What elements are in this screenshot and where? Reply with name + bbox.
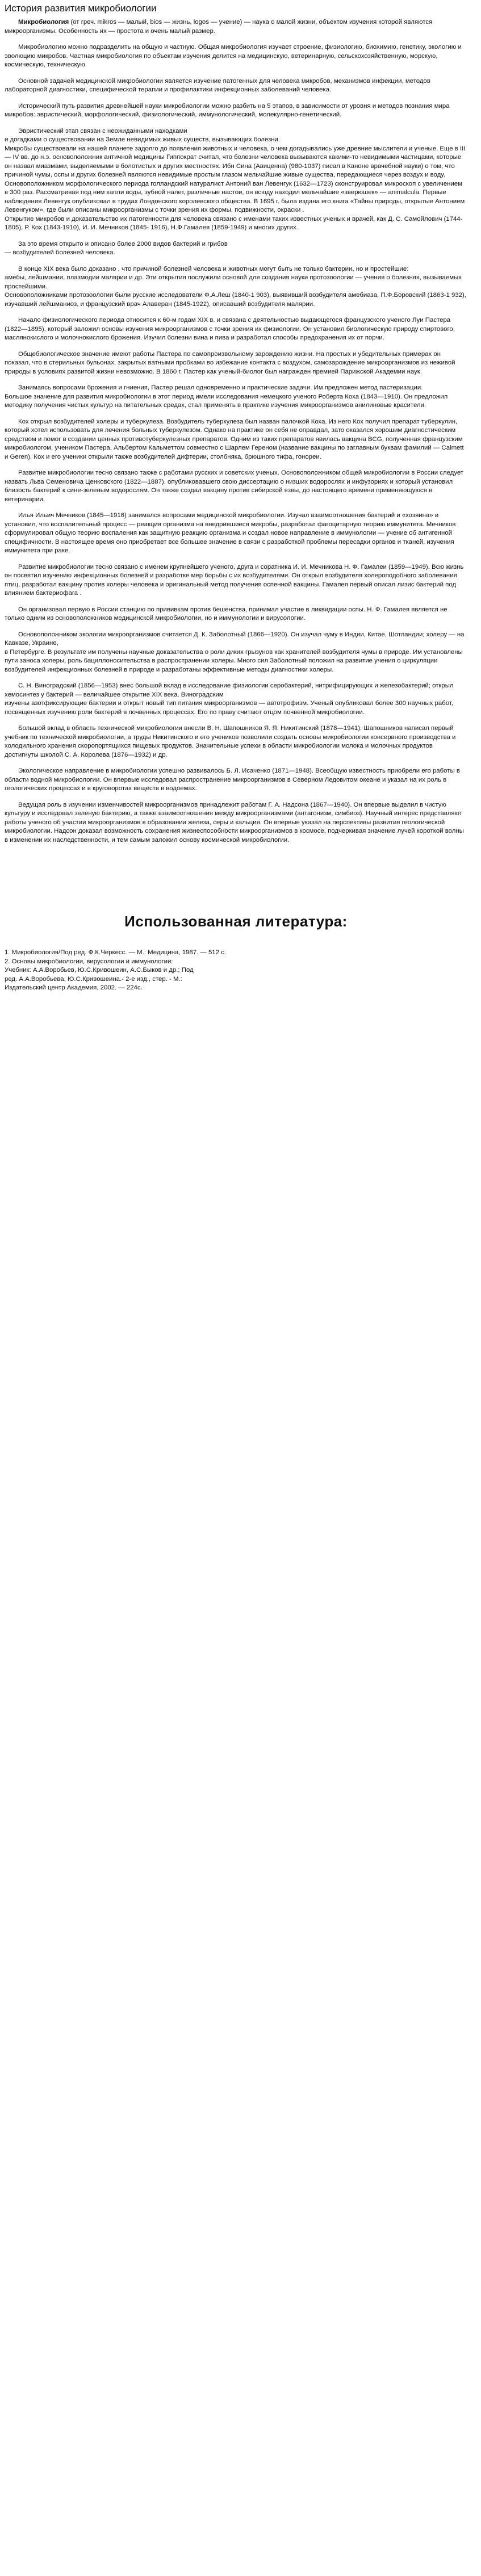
- paragraph: [5, 265, 467, 309]
- paragraph: [5, 384, 467, 410]
- paragraph-line: С. Н. Виноградский (1856—1953) внес большой вклад в исследование физиологии серобактерий, нитрифицирующих и железобактерий; открыл хемосинтез у бактерий — величайшее открытие XIX века. Виноградским: [5, 682, 454, 698]
- paragraph-line: Основоположником экологии микроорганизмов считается Д. К. Заболотный (1866—1920). Он изучал чуму в Индии, Китае, Шотландии; холеру — на Кавказе, Украине,: [5, 631, 465, 647]
- literature-item: 1. Микробиология/Под ред. Ф.К.Черкесс. — М.: Медицина, 1987. — 512 с.: [5, 949, 226, 956]
- paragraph-line: Микробы существовали на нашей планете задолго до появления животных и человека, о чем догадывались уже древние мыслители и ученые. Еще в III — IV вв. до н.э. основоположник античной медицины Гиппократ считал, что болезни человека вызываются какими-то невидимыми частицами, которые он назвал миазмами, выделяемыми в болотистых и других местностях. Ибн Сина (Авиценна) (980-1037) писал в Каноне врачебной науки) о том, что причиной чумы, оспы и других болезней являются невидимые простым глазом мельчайшие живые существа, передающиеся через воздух и воду.: [5, 145, 466, 178]
- paragraph: [5, 511, 467, 556]
- paragraph: [5, 77, 467, 95]
- page-title: История развития микробиологии: [5, 3, 157, 14]
- paragraph: [5, 631, 467, 675]
- paragraph-line: Открытие микробов и доказательство их патогенности для человека связано с именами таких известных ученых и врачей, как Д. С. Самойлович (1744-1805), Р. Кох (1843-1910), И. И. Мечников (1845- 1916), Н.Ф.Гамалея (1859-1949) и многих других.: [5, 215, 463, 231]
- paragraph-line: Общебиологическое значение имеют работы Пастера по самопроизвольному зарождению жизни. На простых и убедительных примерах он показал, что в стерильных бульонах, закрытых ватными пробками во избежание контакта с воздухом, самозарождение микроорганизмов из неживой природы в условиях развитой жизни невозможно. В 1860 г. Пастер как ученый-биолог был награжден премией Парижской Академии наук.: [5, 350, 455, 375]
- paragraph: [5, 102, 467, 120]
- paragraph: [5, 682, 467, 717]
- intro-term: Микробиология: [18, 19, 69, 26]
- paragraph-line: Кох открыл возбудителей холеры и туберкулеза. Возбудитель туберкулеза был назван палочкой Коха. Из него Кох получил препарат туберкулин, который хотел использовать для лечения больных туберкулезом. Однако на практике он себя не оправдал, зато оказался хорошим диагностическим средством и помог в создании ценных противотуберкулезных препаратов. Одним из таких препаратов явилась вакцина BCG, полученная французским микробиологом, учеником Пастера, Альбертом Кальметтом совместно с Шарлем Гереном (название вакцины по заглавным буквам фамилий — Calmett и Geren). Кох и его ученики открыли также возбудителей дифтерии, столбняка, брюшного тифа, гонореи.: [5, 418, 464, 460]
- paragraph: [5, 418, 467, 462]
- paragraph-line: Основоположниками протозоологии были русские исследователи Ф.А.Леш (1840-1 903), выявивший возбудителя амебиаза, П.Ф.Боровский (1863-1 932), изучавший лейшманиоз, и французский врач Алаверан (1845-1922), описавший возбудителя малярии.: [5, 292, 466, 308]
- paragraph: [5, 767, 467, 794]
- paragraph-line: Илья Ильич Мечников (1845—1916) занимался вопросами медицинской микробиологии. Изучал взаимоотношения бактерий и «хозяина» и установил, что воспалительный процесс — реакция организма на внедрившиеся микробы, разработал фагоцитарную теорию иммунитета. Мечников сформулировал общую теорию воспаления как защитную реакцию организма и создал новое направление в иммунологии — учение об антигенной специфичности. В настоящее время оно приобретает все большее значение в связи с разработкой проблемы пересадки органов и тканей, изучения иммунитета при раке.: [5, 512, 456, 554]
- paragraph-line: Развитие микробиологии тесно связано с именем крупнейшего ученого, друга и соратника И. И. Мечникова Н. Ф. Гамалеи (1859—1949). Всю жизнь он посвятил изучению инфекционных болезней и разработке мер борьбы с их возбудителями. Он открыл возбудителя холероподобного заболевания птиц, разработал вакцину против холеры человека и оригинальный метод получения оспенной вакцины. Гамалея первый описал лизис бактерий под влиянием бактериофага .: [5, 563, 464, 597]
- literature-list: [5, 949, 467, 993]
- paragraph-line: Занимаясь вопросами брожения и гниения, Пастер решал одновременно и практические задачи. Им предложен метод пастеризации.: [18, 384, 423, 391]
- paragraph-line: и догадками о существовании на Земле невидимых живых существ, вызывающих болезни.: [5, 136, 281, 143]
- paragraph: [5, 469, 467, 504]
- paragraph: [5, 316, 467, 343]
- literature-item: Учебник: А.А.Воробьев, Ю.С.Кривошеин, А.С.Быков и др.; Под: [5, 967, 194, 974]
- paragraph: [5, 240, 467, 258]
- paragraph-line: изучены азотфиксирующие бактерии и открыт новый тип питания микроорганизмов — автотрофизм. Ученый опубликовал более 300 научных работ, посвященных изучению роли бактерий в почвенных процессах. Его по праву считают отцом почвенной микробиологии.: [5, 700, 453, 716]
- paragraph-line: Экологическое направление в микробиологии успешно развивалось Б. Л. Исаченко (1871—1948). Всеобщую известность приобрели его работы в области водной микробиологии. Он впервые исследовал распространение микроорганизмов в Северном Ледовитом океане и указал на их роль в геологических процессах и в круговоротах веществ в водоемах.: [5, 767, 460, 792]
- paragraph: [5, 606, 467, 623]
- paragraph-line: Основоположником морфологического периода голландский натуралист Антоний ван Левенгук (1632—1723) сконструировал микроскоп с увеличением в 300 раз. Рассматривая под ним капли воды, зубной налет, различные настои, он всюду находил мельчайшие «зверюшек» — animalcula. Первые наблюдения Левенгук опубликовал в трудах Лондонского королевского общества. В 1695 г. была издана его книга «Тайны природы, открытые Антонием Левенгуком», где были описаны микроорганизмы с точки зрения их формы, подвижности, окраски .: [5, 180, 465, 213]
- paragraph-line: Ведущая роль в изучении изменчивостей микроорганизмов принадлежит работам Г. А. Надсона (1867—1940). Он впервые выделил в чистую культуру и исследовал зеленую бактерию, а также взаимоотношения между микроорганизмами (антагонизм, симбиоз). Научный интерес представляют работы ученого об участии микроорганизмов в образовании железа, серы и кальция. Он впервые указал на перспективы развития геологической микробиологии. Надсон доказал возможность сохранения жизнеспособности микроорганизмов в космосе, подчеркивая значение лучей короткой волны в изменении их наследственности, и тем самым заложил основу космической микробиологии.: [5, 801, 464, 844]
- literature-heading: Использованная литература:: [124, 913, 348, 930]
- paragraph: [5, 801, 467, 845]
- paragraph-line: Микробиологию можно подразделить на общую и частную. Общая микробиология изучает строение, физиологию, биохимию, генетику, экологию и эволюцию микробов. Частная микробиология по объектам изучения делится на медицинскую, ветеринарную, сельскохозяйственную, морскую, космическую, техническую.: [5, 44, 462, 68]
- paragraph-line: — возбудителей болезней человека.: [5, 249, 115, 256]
- paragraph-line: Основной задачей медицинской микробиологии является изучение патогенных для человека микробов, механизмов инфекции, методов лабораторной диагностики, специфической терапии и профилактики инфекционных заболеваний человека.: [5, 77, 430, 93]
- paragraph-line: Исторический путь развития древнейшей науки микробиологии можно разбить на 5 этапов, в зависимости от уровня и методов познания мира микробов: эвристический, морфологический, физиологический, иммунологический, молекулярно-генетический.: [5, 102, 450, 118]
- paragraph: [5, 43, 467, 70]
- paragraph: [5, 350, 467, 377]
- literature-item: ред. А.А.Воробьева, Ю.С.Кривошеина.- 2-е изд., стер. - М.:: [5, 975, 182, 983]
- paragraph-line: в Петербурге. В результате им получены научные доказательства о роли диких грызунов как хранителей возбудителя чумы в природе. Им установлены пути заноса холеры, роль бациллоносительства в распространении холеры. Много сил Заболотный положил на развитие учения о циркуляции возбудителей инфекционных болезней в природе и разработаны эффективные методы диагностики холеры.: [5, 648, 463, 673]
- intro-paragraph: [5, 18, 467, 36]
- paragraph: [5, 127, 467, 233]
- paragraph: [5, 563, 467, 598]
- literature-item: 2. Основы микробиологии, вирусологии и иммунологии:: [5, 958, 173, 965]
- paragraph-line: Большое значение для развития микробиологии в этот период имели исследования немецкого ученого Роберта Коха (1843—1910). Он предложил методику получения чистых культур на питательных средах, стал применять в практике изучения микроорганизмов анилиновые красители.: [5, 393, 448, 409]
- paragraph-line: амебы, лейшмании, плазмодии малярии и др. Эти открытия послужили основой для создания науки протозоологии — учения о болезнях, вызываемых простейшими.: [5, 274, 462, 290]
- paragraph-line: В конце XIX века было доказано , что причиной болезней человека и животных могут быть не только бактерии, но и простейшие:: [18, 265, 409, 272]
- article-body: [5, 43, 467, 845]
- intro-text: (от греч. mikros — малый, bios — жизнь, logos — учение) — наука о малой жизни, объектом изучения которой являются микроорганизмы. Особенность их — простота и очень малый размер.: [5, 19, 433, 35]
- paragraph-line: Он организовал первую в России станцию по прививкам против бешенства, принимал участие в ликвидации оспы. Н. Ф. Гамалея является не только одним из основоположников медицинской микробиологии, но и иммунологии и вирусологии.: [5, 606, 447, 622]
- paragraph-line: Большой вклад в область технической микробиологии внесли В. Н. Шапошников Я. Я. Никитинский (1878—1941). Шапошников написал первый учебник по технической микробиологии, а труды Никитинского и его учеников позволили создать основы микробиологии консервного производства и холодильного хранения скоропортящихся пищевых продуктов. Значительные успехи в области микробиологии молока и молочных продуктов достигнуты школой С. А. Королева (1876—1932) и др.: [5, 725, 456, 758]
- paragraph-line: Развитие микробиологии тесно связано также с работами русских и советских ученых. Основоположником общей микробиологии в России следует назвать Льва Семеновича Ценковского (1822—1887), опубликовавшего свою диссертацию о низших водорослях и инфузориях и который установил близость бактерий к сине-зеленым водорослям. Он также создал вакцину против сибирской язвы, до настоящего времени применяющуюся в ветеринарии.: [5, 469, 464, 503]
- paragraph: [5, 724, 467, 760]
- paragraph-line: Начало физиологического периода относится к 60-м годам XIX в. и связана с деятельностью выдающегося французского ученого Луи Пастера (1822—1895), который заложил основы изучения микроорганизмов с точки зрения их физиологии. Он установил биологическую природу спиртового, маслянокислого и молочнокислого брожения. Изучил болезни вина и пива и разработал способы предохранения их от порчи.: [5, 317, 455, 341]
- literature-item: Издательский центр Академия, 2002. — 224с.: [5, 984, 143, 991]
- paragraph-line: Эвристический этап связан с неожиданными находками: [18, 127, 187, 135]
- paragraph-line: За это время открыто и описано более 2000 видов бактерий и грибов: [18, 240, 228, 247]
